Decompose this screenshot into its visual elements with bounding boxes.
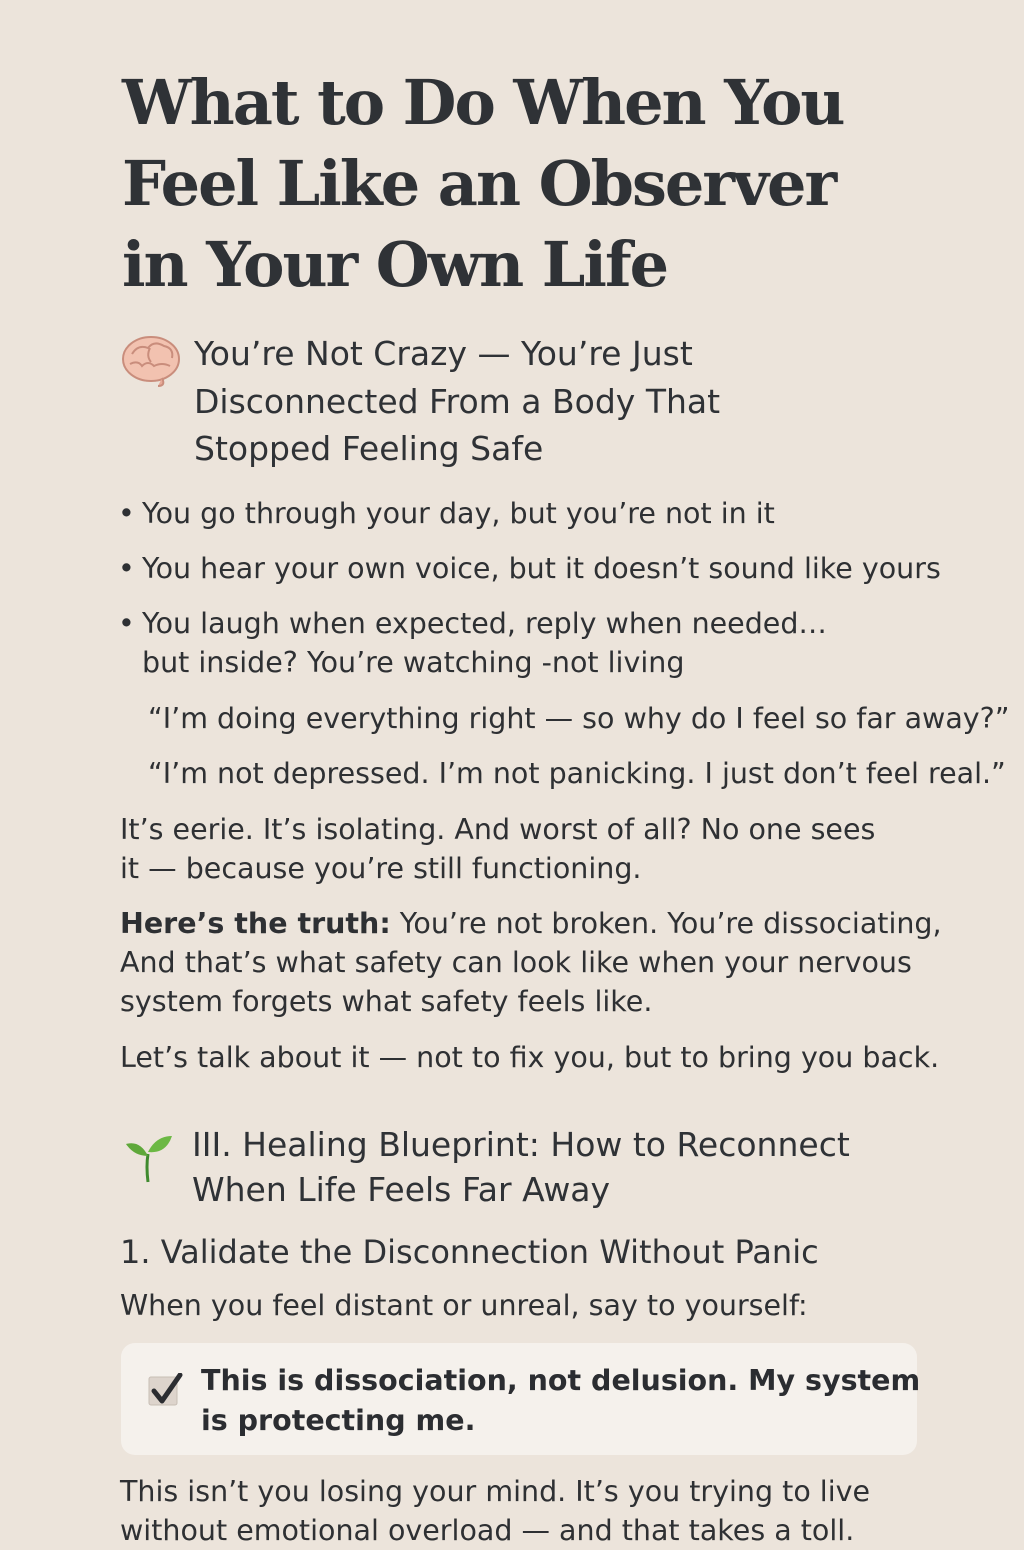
heading-line: Stopped Feeling Safe [194,429,544,468]
list-item-text: but inside? You’re watching -not living [142,646,685,679]
list-item-text: • You go through your day, but you’re not in it [142,497,775,530]
list-item [118,494,998,533]
title-line: in Your Own Life [122,228,668,301]
step-intro: When you feel distant or unreal, say to yourself: [120,1289,808,1322]
list-item-text: • You laugh when expected, reply when needed… [142,607,827,640]
affirmation-callout [121,1343,921,1455]
section-heading-healing-blueprint [120,1122,912,1212]
heading-line: When Life Feels Far Away [192,1170,611,1209]
checkmark-icon [148,1373,184,1407]
heading-line: You’re Not Crazy — You’re Just [194,334,693,373]
title-line: Feel Like an Observer [122,147,836,220]
paragraph [120,810,1000,888]
symptom-list [118,494,998,698]
affirmation-text [201,1361,921,1440]
heading-line: III. Healing Blueprint: How to Reconnect [192,1125,850,1164]
truth-line: And that’s what safety can look like when your nervous [120,946,912,979]
page-title [122,62,902,305]
truth-line [120,904,1000,943]
paragraph-line: This isn’t you losing your mind. It’s you trying to live [120,1475,871,1508]
brain-icon [120,332,182,388]
truth-line: system forgets what safety feels like. [120,985,653,1018]
closing-paragraph: Let’s talk about it — not to fix you, but to bring you back. [120,1041,940,1074]
truth-label: Here’s the truth: [120,907,391,940]
seedling-icon [120,1126,176,1184]
title-line: What to Do When You [122,66,844,139]
section-heading-not-crazy [120,330,894,473]
paragraph [120,1472,1000,1550]
list-item [118,549,998,588]
paragraph-line: without emotional overload — and that takes a toll. [120,1514,855,1547]
paragraph-line: It’s eerie. It’s isolating. And worst of all? No one sees [120,813,876,846]
quote: “I’m not depressed. I’m not panicking. I just don’t feel real.” [148,757,1006,790]
affirmation-line: is protecting me. [201,1403,476,1437]
section-heading-text [192,1122,912,1212]
truth-text: You’re not broken. You’re dissociating, [390,907,942,940]
step-title: 1. Validate the Disconnection Without Panic [120,1233,819,1271]
list-item [118,604,998,682]
section-heading-text [194,330,894,473]
paragraph-line: it — because you’re still functioning. [120,852,642,885]
heading-line: Disconnected From a Body That [194,381,721,421]
list-item-text: • You hear your own voice, but it doesn’t sound like yours [142,552,941,585]
truth-paragraph [120,904,1000,1021]
quote: “I’m doing everything right — so why do I feel so far away?” [148,702,1010,735]
affirmation-line: This is dissociation, not delusion. My system [201,1364,921,1397]
